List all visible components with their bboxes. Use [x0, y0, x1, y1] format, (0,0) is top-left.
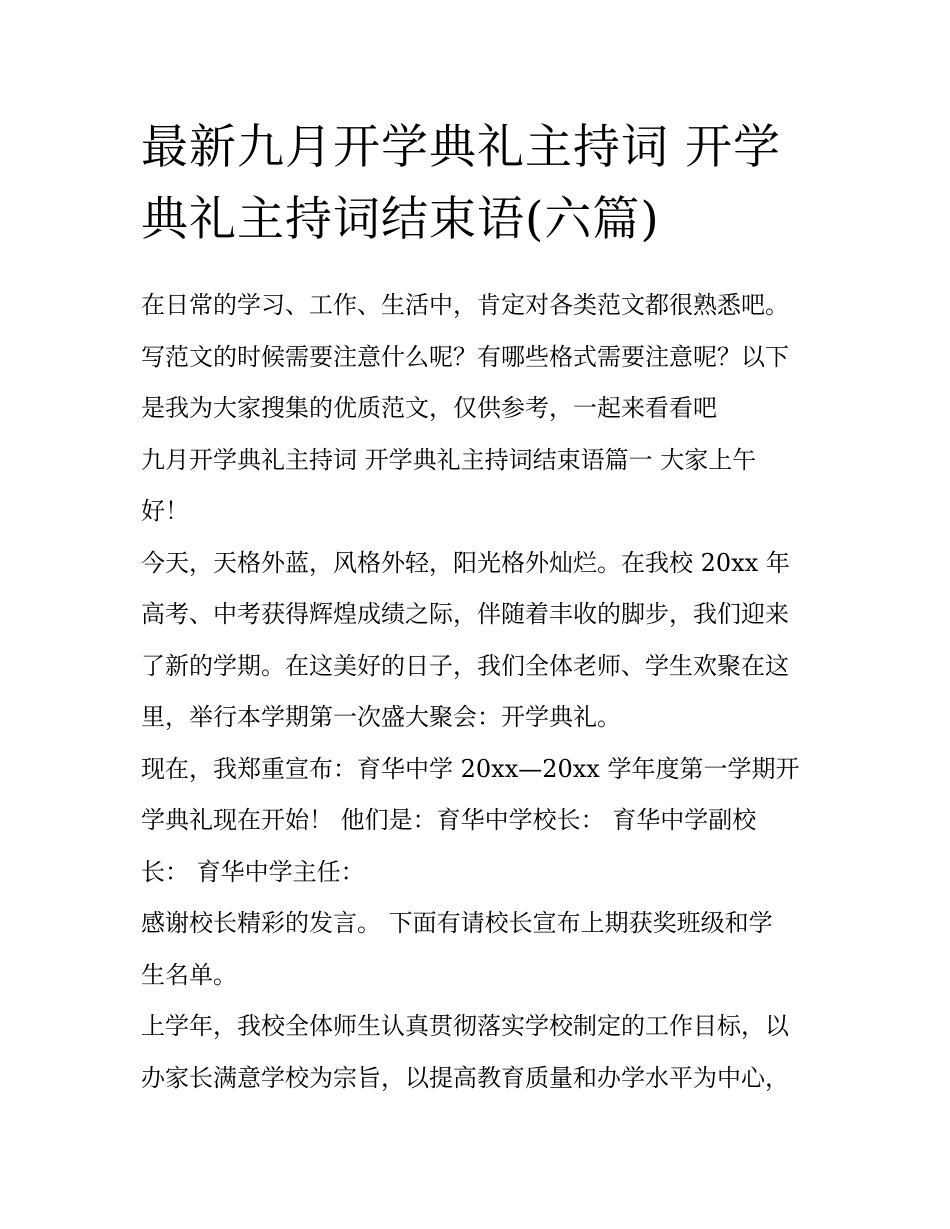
paragraph-intro: [141, 280, 821, 435]
document-page: [141, 112, 821, 1104]
text-line: 上学年，我校全体师生认真贯彻落实学校制定的工作目标，以: [141, 1012, 789, 1040]
text-line: 是我为大家搜集的优质范文，仅供参考，一起来看看吧: [141, 394, 717, 422]
text-line: 了新的学期。在这美好的日子，我们全体老师、学生欢聚在这: [141, 651, 789, 680]
title-line: 典礼主持词结束语(六篇): [141, 192, 660, 247]
text-line: 好！: [141, 497, 189, 525]
title-line: 最新九月开学典礼主持词 开学: [141, 120, 781, 175]
text-line: 里，举行本学期第一次盛大聚会：开学典礼。: [141, 703, 621, 731]
text-line: 九月开学典礼主持词 开学典礼主持词结束语篇一 大家上午: [141, 445, 757, 474]
text-line: 长： 育华中学主任：: [141, 857, 365, 886]
text-line: 生名单。: [141, 960, 237, 989]
paragraph-heading-1: [141, 435, 821, 538]
paragraph-thanks: [141, 898, 821, 1001]
paragraph-review: [141, 1001, 821, 1104]
paragraph-opening: [141, 538, 821, 744]
text-line: 在日常的学习、工作、生活中，肯定对各类范文都很熟悉吧。: [141, 291, 789, 319]
text-line: 办家长满意学校为宗旨，以提高教育质量和办学水平为中心，: [141, 1063, 789, 1092]
text-line: 现在，我郑重宣布：育华中学 20xx—20xx 学年度第一学期开: [141, 754, 800, 783]
text-line: 感谢校长精彩的发言。 下面有请校长宣布上期获奖班级和学: [141, 909, 773, 937]
text-line: 学典礼现在开始！ 他们是：育华中学校长： 育华中学副校: [141, 806, 757, 834]
document-body: [141, 280, 821, 1104]
text-line: 写范文的时候需要注意什么呢？有哪些格式需要注意呢？以下: [141, 342, 789, 371]
text-line: 今天，天格外蓝，风格外轻，阳光格外灿烂。在我校 20xx 年: [141, 548, 790, 577]
text-line: 高考、中考获得辉煌成绩之际，伴随着丰收的脚步，我们迎来: [141, 600, 789, 628]
document-title: [141, 112, 821, 256]
paragraph-announcement: [141, 744, 821, 899]
